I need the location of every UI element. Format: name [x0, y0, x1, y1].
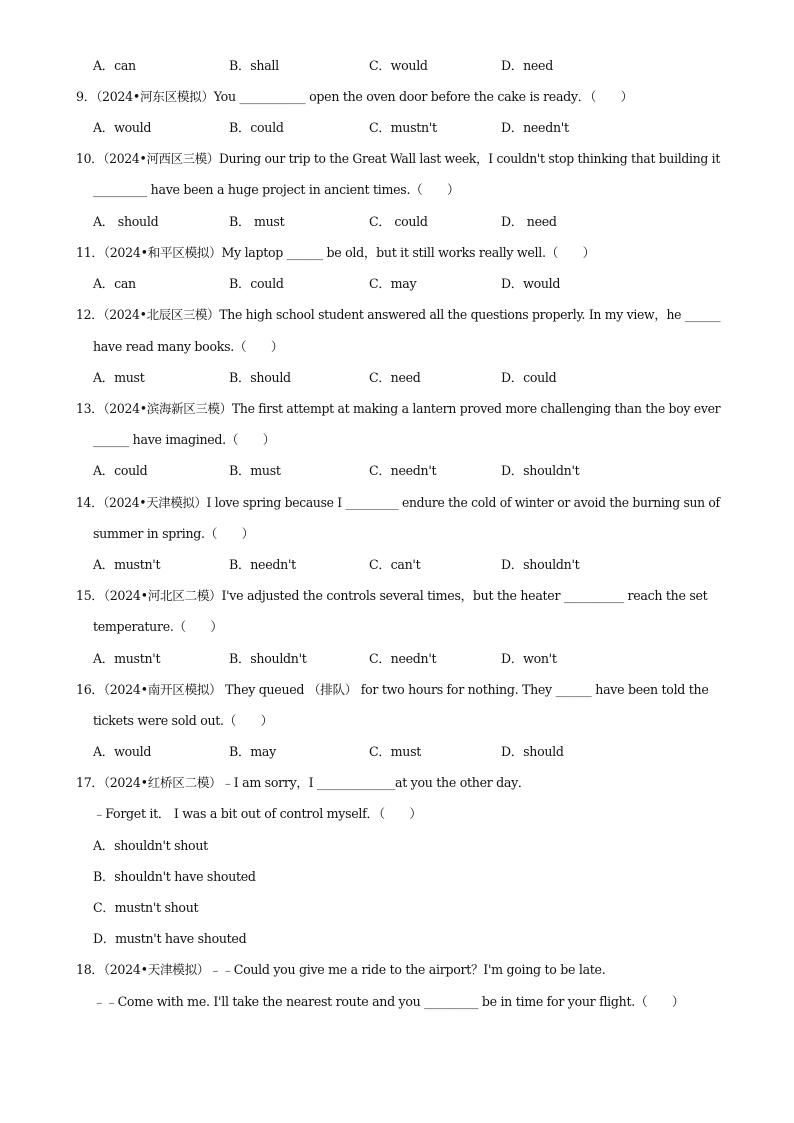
option-d: D．won't: [501, 651, 557, 666]
option-c: C．would: [369, 58, 428, 73]
question-14-options: [0, 557, 794, 573]
question-9-options: [0, 120, 794, 136]
option-c: C．mustn't shout: [93, 900, 199, 915]
option-a: A．can: [93, 58, 136, 73]
option-c: C．must: [369, 744, 422, 759]
option-d: D．would: [501, 276, 561, 291]
question-15-stem-continued: temperature.（ ）: [93, 619, 223, 634]
question-12-stem: 12．（2024•北辰区三模）The high school student answered all the questions properly. In my view，he ______: [76, 307, 721, 322]
option-d: D．mustn't have shouted: [93, 931, 247, 946]
option-d: D．needn't: [501, 120, 569, 135]
option-a: A．can: [93, 276, 136, 291]
option-c: C．can't: [369, 557, 421, 572]
option-a: A．would: [93, 744, 152, 759]
option-d: D．need: [501, 58, 553, 73]
option-d: D． need: [501, 214, 557, 229]
option-a: A．mustn't: [93, 651, 161, 666]
option-a: A．could: [93, 463, 148, 478]
option-c: C．mustn't: [369, 120, 437, 135]
option-c: C．need: [369, 370, 421, 385]
option-b: B．shouldn't: [229, 651, 307, 666]
option-a: A． should: [93, 214, 159, 229]
question-16-stem-continued: tickets were sold out.（ ）: [93, 713, 273, 728]
question-16-stem: 16．（2024•南开区模拟） They queued （排队） for two hours for nothing. They ______ have been told the: [76, 682, 709, 697]
question-15-stem: 15．（2024•河北区二模）I've adjusted the controls several times，but the heater __________ reach the set: [76, 588, 708, 603]
question-17-stem: 17．（2024•红桥区二模）﹣I am sorry，I _____________at you the other day．: [76, 775, 531, 790]
option-b: B．could: [229, 276, 284, 291]
question-14-stem: 14．（2024•天津模拟）I love spring because I _________ endure the cold of winter or avoid the burning sun of: [76, 495, 720, 510]
option-d: D．shouldn't: [501, 557, 580, 572]
question-9-stem: 9．（2024•河东区模拟）You ___________ open the oven door before the cake is ready．（ ）: [76, 89, 633, 104]
question-16-options: [0, 744, 794, 760]
option-a: A．must: [93, 370, 145, 385]
question-18-stem: 18．（2024•天津模拟）﹣﹣Could you give me a ride to the airport？I'm going to be late.: [76, 962, 606, 977]
option-a: A．mustn't: [93, 557, 161, 572]
options-row: [0, 58, 794, 74]
option-b: B．shall: [229, 58, 279, 73]
question-10-options: [0, 214, 794, 230]
option-c: C．needn't: [369, 463, 437, 478]
option-b: B．could: [229, 120, 284, 135]
option-b: B．may: [229, 744, 276, 759]
option-b: B．needn't: [229, 557, 296, 572]
option-b: B．should: [229, 370, 291, 385]
question-10-stem: 10．（2024•河西区三模）During our trip to the Great Wall last week，I couldn't stop thinking that building it: [76, 151, 721, 166]
question-10-stem-continued: _________ have been a huge project in ancient times.（ ）: [93, 182, 460, 197]
option-d: D．could: [501, 370, 557, 385]
question-12-options: [0, 370, 794, 386]
question-11-options: [0, 276, 794, 292]
option-d: D．shouldn't: [501, 463, 580, 478]
option-b: B．must: [229, 463, 281, 478]
option-a: A．shouldn't shout: [93, 838, 208, 853]
question-17-stem-continued: ﹣Forget it． I was a bit out of control myself．（ ）: [93, 806, 422, 821]
question-14-stem-continued: summer in spring.（ ）: [93, 526, 254, 541]
option-a: A．would: [93, 120, 152, 135]
option-c: C． could: [369, 214, 428, 229]
option-c: C．may: [369, 276, 417, 291]
option-b: B．shouldn't have shouted: [93, 869, 256, 884]
question-13-stem: 13．（2024•滨海新区三模）The first attempt at making a lantern proved more challenging than the boy ever: [76, 401, 721, 416]
question-13-options: [0, 463, 794, 479]
option-c: C．needn't: [369, 651, 437, 666]
question-11-stem: 11．（2024•和平区模拟）My laptop ______ be old，but it still works really well.（ ）: [76, 245, 595, 260]
question-12-stem-continued: have read many books.（ ）: [93, 339, 284, 354]
option-b: B． must: [229, 214, 285, 229]
question-15-options: [0, 651, 794, 667]
question-18-stem-continued: ﹣﹣Come with me. I'll take the nearest route and you _________ be in time for your flight.（ ）: [93, 994, 685, 1009]
option-d: D．should: [501, 744, 564, 759]
question-13-stem-continued: ______ have imagined.（ ）: [93, 432, 276, 447]
